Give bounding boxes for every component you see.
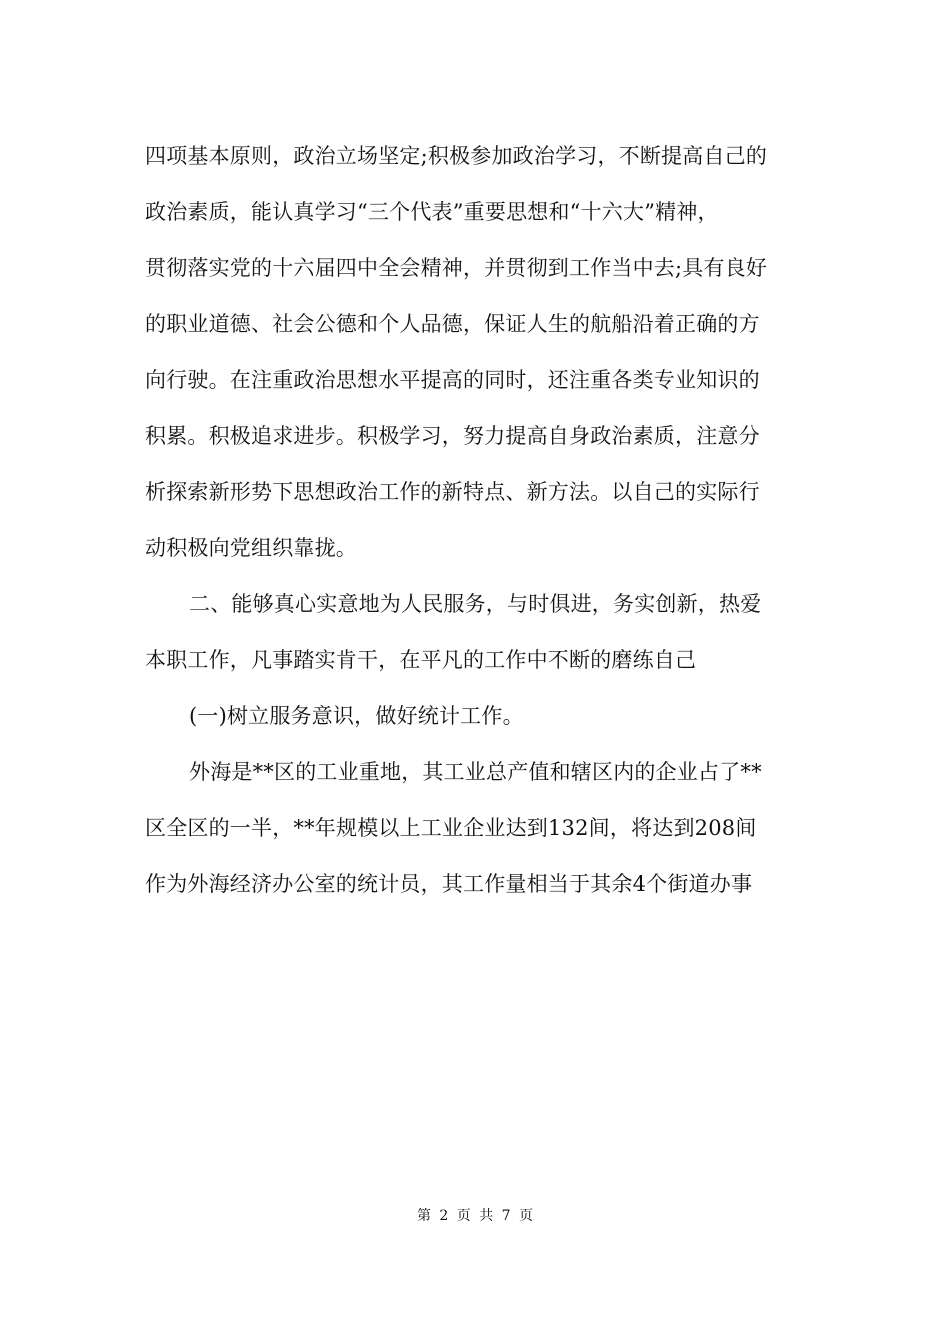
text-line-4: 的职业道德、社会公德和个人品德，保证人生的航船沿着正确的方 bbox=[145, 312, 760, 336]
text-line-9: 二、能够真心实意地为人民服务，与时俱进，务实创新，热爱 bbox=[189, 592, 762, 616]
text-line-14: 作为外海经济办公室的统计员，其工作量相当于其余4个街道办事 bbox=[145, 872, 753, 896]
text-line-11: (一)树立服务意识，做好统计工作。 bbox=[189, 704, 524, 728]
text-line-7: 析探索新形势下思想政治工作的新特点、新方法。以自己的实际行 bbox=[145, 480, 760, 504]
text-line-5: 向行驶。在注重政治思想水平提高的同时，还注重各类专业知识的 bbox=[145, 368, 760, 392]
text-line-12: 外海是**区的工业重地，其工业总产值和辖区内的企业占了** bbox=[189, 760, 762, 784]
body-text bbox=[145, 128, 810, 912]
text-line-2: 政治素质，能认真学习“三个代表”重要思想和“十六大”精神， bbox=[145, 200, 719, 224]
text-line-6: 积累。积极追求进步。积极学习，努力提高自身政治素质，注意分 bbox=[145, 424, 760, 448]
text-line-3: 贯彻落实党的十六届四中全会精神，并贯彻到工作当中去;具有良好 bbox=[145, 256, 768, 280]
text-line-13: 区全区的一半，**年规模以上工业企业达到132间，将达到208间 bbox=[145, 816, 757, 840]
text-line-8: 动积极向党组织靠拢。 bbox=[145, 536, 357, 560]
page-number-footer: 第 2 页 共 7 页 bbox=[416, 1208, 534, 1224]
text-line-1: 四项基本原则，政治立场坚定;积极参加政治学习，不断提高自己的 bbox=[145, 144, 768, 168]
text-line-10: 本职工作，凡事踏实肯干，在平凡的工作中不断的磨练自己 bbox=[145, 648, 697, 672]
